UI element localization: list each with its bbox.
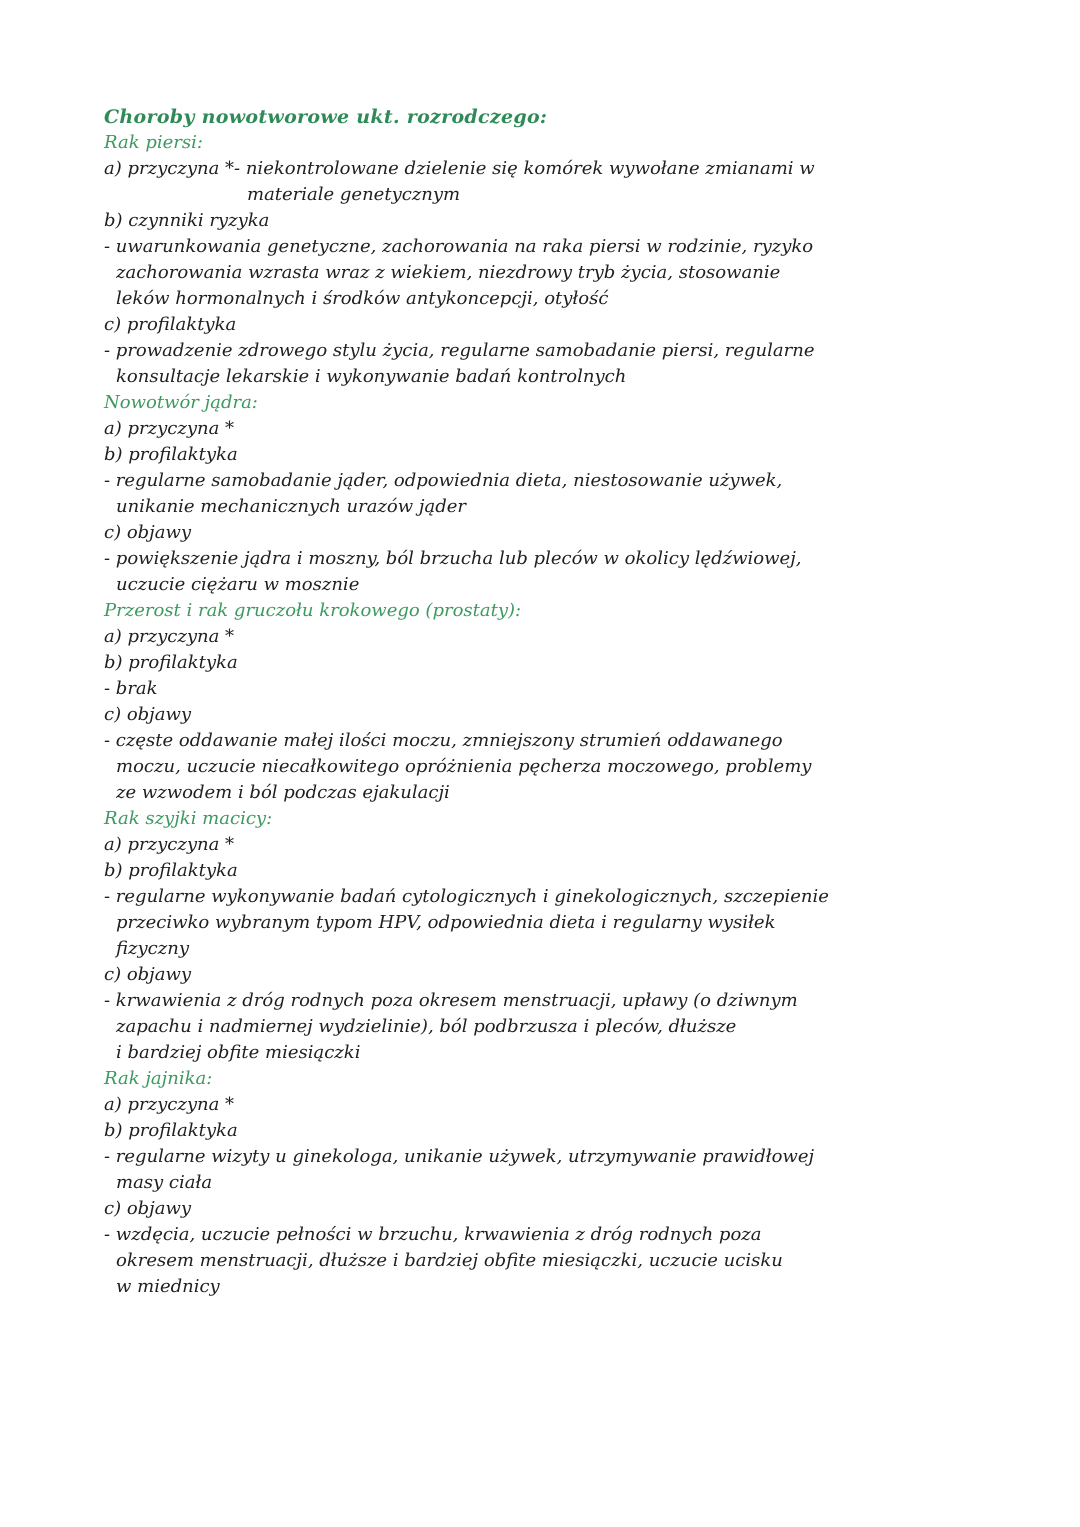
document-title: Choroby nowotworowe ukt. rozrodczego:: [104, 106, 548, 128]
note-line: a) przyczyna *: [104, 834, 235, 855]
note-line: c) objawy: [104, 964, 192, 985]
note-line: - powiększenie jądra i moszny, ból brzucha lub pleców w okolicy lędźwiowej,: [104, 548, 802, 569]
note-line: konsultacje lekarskie i wykonywanie badań kontrolnych: [116, 366, 627, 387]
note-line: przeciwko wybranym typom HPV, odpowiednia dieta i regularny wysiłek: [116, 912, 776, 933]
note-line: - brak: [104, 678, 158, 699]
note-line: masy ciała: [116, 1172, 213, 1193]
section-heading-cervical-cancer: Rak szyjki macicy:: [104, 808, 273, 829]
note-line: b) profilaktyka: [104, 860, 238, 881]
note-line: i bardziej obfite miesiączki: [116, 1042, 361, 1063]
note-line: ze wzwodem i ból podczas ejakulacji: [116, 782, 450, 803]
note-line: - krwawienia z dróg rodnych poza okresem menstruacji, upławy (o dziwnym: [104, 990, 798, 1011]
note-line: - uwarunkowania genetyczne, zachorowania na raka piersi w rodzinie, ryzyko: [104, 236, 814, 257]
note-line: b) profilaktyka: [104, 1120, 238, 1141]
section-heading-prostate: Przerost i rak gruczołu krokowego (prostaty):: [104, 600, 522, 621]
note-line: b) profilaktyka: [104, 652, 238, 673]
note-line: zapachu i nadmiernej wydzielinie), ból podbrzusza i pleców, dłuższe: [116, 1016, 737, 1037]
note-line: - wzdęcia, uczucie pełności w brzuchu, krwawienia z dróg rodnych poza: [104, 1224, 762, 1245]
note-line: c) objawy: [104, 522, 192, 543]
note-line: b) profilaktyka: [104, 444, 238, 465]
note-line: c) objawy: [104, 1198, 192, 1219]
note-line: a) przyczyna *: [104, 1094, 235, 1115]
note-line: a) przyczyna *: [104, 626, 235, 647]
note-line: a) przyczyna *: [104, 418, 235, 439]
note-line: fizyczny: [116, 938, 189, 959]
note-line: a) przyczyna *- niekontrolowane dzielenie się komórek wywołane zmianami w: [104, 158, 815, 179]
note-line: leków hormonalnych i środków antykoncepcji, otyłość: [116, 288, 609, 309]
section-heading-ovarian-cancer: Rak jajnika:: [104, 1068, 213, 1089]
note-line: unikanie mechanicznych urazów jąder: [116, 496, 466, 517]
note-line: - regularne wizyty u ginekologa, unikanie używek, utrzymywanie prawidłowej: [104, 1146, 815, 1167]
note-line: moczu, uczucie niecałkowitego opróżnienia pęcherza moczowego, problemy: [116, 756, 812, 777]
section-heading-testicular-cancer: Nowotwór jądra:: [104, 392, 258, 413]
note-line: uczucie ciężaru w mosznie: [116, 574, 360, 595]
note-line: - częste oddawanie małej ilości moczu, zmniejszony strumień oddawanego: [104, 730, 783, 751]
note-line: w miednicy: [116, 1276, 220, 1297]
note-line: okresem menstruacji, dłuższe i bardziej obfite miesiączki, uczucie ucisku: [116, 1250, 783, 1271]
note-line: zachorowania wzrasta wraz z wiekiem, niezdrowy tryb życia, stosowanie: [116, 262, 781, 283]
note-line: b) czynniki ryzyka: [104, 210, 270, 231]
note-line: materiale genetycznym: [247, 184, 461, 205]
note-line: - regularne samobadanie jąder, odpowiednia dieta, niestosowanie używek,: [104, 470, 783, 491]
note-line: c) objawy: [104, 704, 192, 725]
note-line: - regularne wykonywanie badań cytologicznych i ginekologicznych, szczepienie: [104, 886, 829, 907]
note-line: c) profilaktyka: [104, 314, 237, 335]
section-heading-breast-cancer: Rak piersi:: [104, 132, 203, 153]
note-line: - prowadzenie zdrowego stylu życia, regularne samobadanie piersi, regularne: [104, 340, 815, 361]
